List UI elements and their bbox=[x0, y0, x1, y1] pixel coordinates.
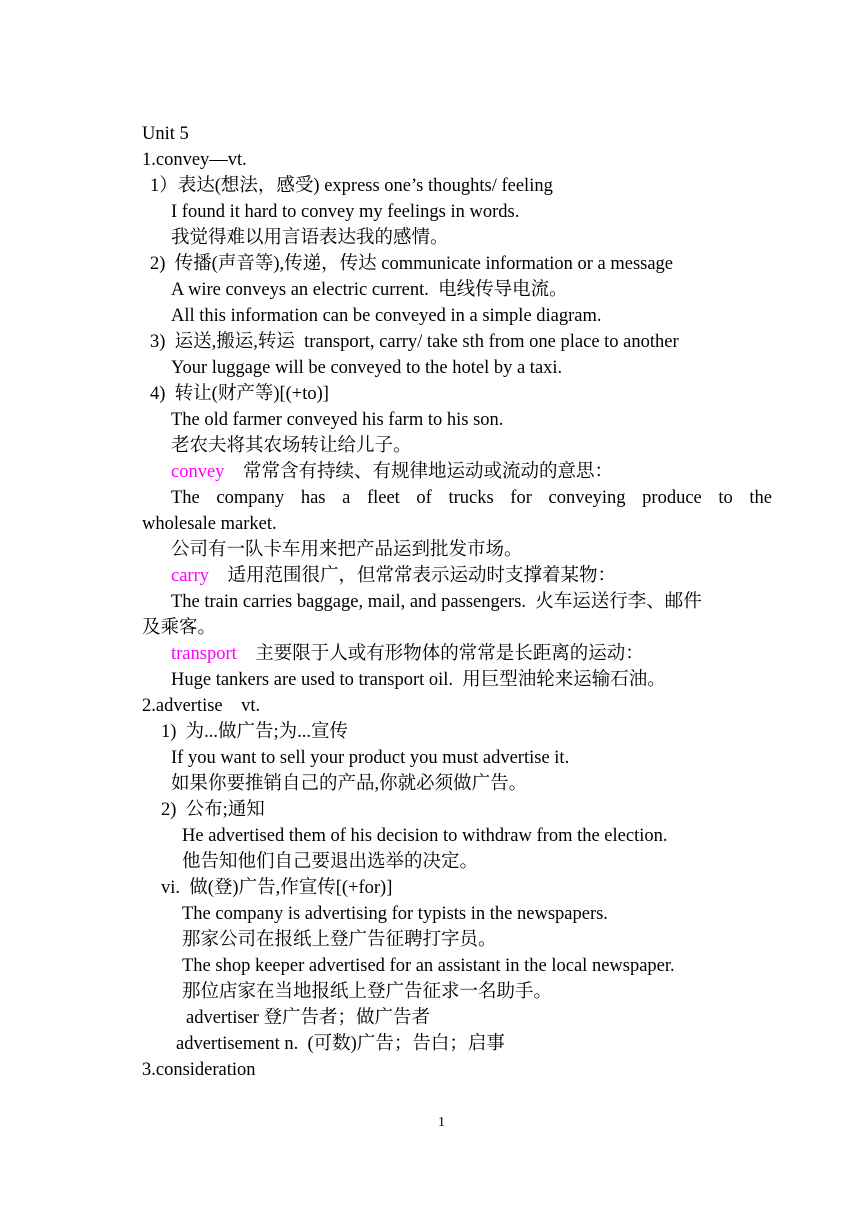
example-line: I found it hard to convey my feelings in words. bbox=[171, 202, 520, 222]
example-line: If you want to sell your product you must advertise it. bbox=[171, 748, 570, 768]
usage-note bbox=[171, 642, 644, 666]
derived-word: advertisement n. (可数)广告；告白；启事 bbox=[176, 1034, 505, 1054]
usage-text: 常常含有持续、有规律地运动或流动的意思： bbox=[242, 462, 613, 482]
keyword-transport: transport bbox=[171, 644, 237, 664]
entry-heading-advertise: 2.advertise vt. bbox=[142, 696, 261, 716]
translation-line: 老农夫将其农场转让给儿子。 bbox=[171, 436, 412, 456]
example-line: The train carries baggage, mail, and passengers. 火车运送行李、邮件 bbox=[171, 592, 702, 612]
example-line: He advertised them of his decision to withdraw from the election. bbox=[182, 826, 668, 846]
usage-text: 主要限于人或有形物体的常常是长距离的运动： bbox=[255, 644, 644, 664]
sense-line: 1）表达(想法，感受) express one’s thoughts/ feeling bbox=[150, 176, 553, 196]
usage-note bbox=[171, 460, 613, 484]
example-line: The company has a fleet of trucks for conveying produce to the bbox=[171, 488, 772, 508]
sense-line: 4) 转让(财产等)[(+to)] bbox=[150, 384, 329, 404]
derived-word: advertiser 登广告者；做广告者 bbox=[186, 1008, 431, 1028]
example-line: The shop keeper advertised for an assistant in the local newspaper. bbox=[182, 956, 675, 976]
translation-line: 我觉得难以用言语表达我的感情。 bbox=[171, 228, 449, 248]
entry-heading-convey: 1.convey—vt. bbox=[142, 150, 247, 170]
example-line-continued: 及乘客。 bbox=[142, 618, 217, 638]
example-line: All this information can be conveyed in a simple diagram. bbox=[171, 306, 602, 326]
translation-line: 那家公司在报纸上登广告征聘打字员。 bbox=[182, 930, 497, 950]
translation-line: 他告知他们自己要退出选举的决定。 bbox=[182, 852, 479, 872]
translation-line: 如果你要推销自己的产品,你就必须做广告。 bbox=[171, 774, 528, 794]
example-line: Your luggage will be conveyed to the hotel by a taxi. bbox=[171, 358, 563, 378]
example-line-continued: wholesale market. bbox=[142, 514, 277, 534]
sense-line: 3) 运送,搬运,转运 transport, carry/ take sth from one place to another bbox=[150, 332, 679, 352]
sense-line: 2) 传播(声音等),传递，传达 communicate information or a message bbox=[150, 254, 674, 274]
entry-heading-consideration: 3.consideration bbox=[142, 1060, 256, 1080]
example-line: The company is advertising for typists in the newspapers. bbox=[182, 904, 608, 924]
usage-text: 适用范围很广，但常常表示运动时支撑着某物： bbox=[227, 566, 617, 586]
usage-note bbox=[171, 564, 616, 588]
keyword-convey: convey bbox=[171, 462, 225, 482]
translation-line: 公司有一队卡车用来把产品运到批发市场。 bbox=[171, 540, 523, 560]
sense-line: vi. 做(登)广告,作宣传[(+for)] bbox=[161, 878, 393, 898]
example-line: Huge tankers are used to transport oil. 用巨型油轮来运输石油。 bbox=[171, 670, 666, 690]
example-line: The old farmer conveyed his farm to his son. bbox=[171, 410, 504, 430]
page-number: 1 bbox=[438, 1115, 445, 1130]
keyword-carry: carry bbox=[171, 566, 209, 586]
unit-title: Unit 5 bbox=[142, 124, 189, 144]
sense-line: 1) 为...做广告;为...宣传 bbox=[161, 722, 349, 742]
example-line: A wire conveys an electric current. 电线传导电流。 bbox=[171, 280, 568, 300]
translation-line: 那位店家在当地报纸上登广告征求一名助手。 bbox=[182, 982, 553, 1002]
sense-line: 2) 公布;通知 bbox=[161, 800, 265, 820]
